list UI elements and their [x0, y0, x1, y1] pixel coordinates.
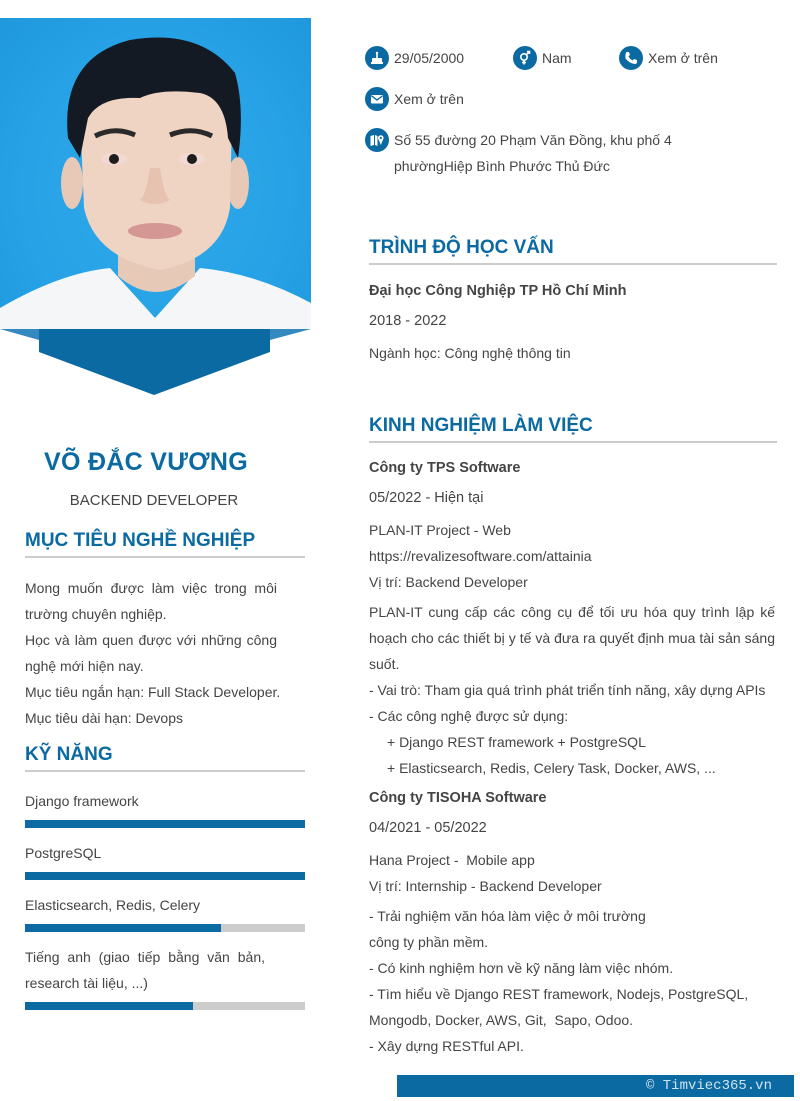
phone-value: Xem ở trên [648, 50, 718, 66]
job-period: 05/2022 - Hiện tại [369, 490, 484, 506]
objective-line: Mong muốn được làm việc trong môi [25, 580, 277, 596]
gender-icon [513, 46, 537, 70]
skill-label-postgresql: PostgreSQL [25, 845, 102, 861]
gender-value: Nam [542, 50, 572, 66]
watermark-footer: © Timviec365.vn [397, 1075, 794, 1097]
objective-text [25, 575, 281, 731]
email-icon [365, 87, 389, 111]
skill-bar-django [25, 820, 305, 828]
education-block [369, 278, 775, 366]
address-line1: Số 55 đường 20 Phạm Văn Đồng, khu phố 4 [394, 132, 672, 148]
education-school: Đại học Công Nghiệp TP Hồ Chí Minh [369, 283, 627, 299]
contact-gender [513, 46, 572, 70]
job-line: - Có kinh nghiệm hơn về kỹ năng làm việc nhóm. [369, 960, 674, 976]
education-period: 2018 - 2022 [369, 313, 447, 329]
portrait-image [0, 18, 311, 329]
contact-phone [619, 46, 718, 70]
candidate-name: VÕ ĐẮC VƯƠNG [43, 448, 248, 476]
job-tps [369, 455, 775, 781]
email-value: Xem ở trên [394, 91, 464, 107]
contact-address [365, 128, 672, 179]
job-line: - Trải nghiệm văn hóa làm việc ở môi trường [369, 908, 646, 924]
experience-section-title: KINH NGHIỆM LÀM VIỆC [369, 415, 777, 443]
job-line: công ty phần mềm. [369, 934, 489, 950]
objective-line: Mục tiêu dài hạn: Devops [25, 710, 183, 726]
job-company: Công ty TPS Software [369, 460, 521, 476]
education-section-title: TRÌNH ĐỘ HỌC VẤN [369, 237, 777, 265]
education-major: Ngành học: Công nghệ thông tin [369, 345, 571, 361]
job-company: Công ty TISOHA Software [369, 790, 547, 806]
objective-line: Học và làm quen được với những công [25, 632, 277, 648]
job-sub-bullet: + Django REST framework + PostgreSQL [387, 734, 646, 750]
job-line: - Xây dựng RESTful API. [369, 1038, 524, 1054]
job-bullet: - Các công nghệ được sử dụng: [369, 708, 569, 724]
phone-icon [619, 46, 643, 70]
job-line: Mongodb, Docker, AWS, Git, Sapo, Odoo. [369, 1012, 634, 1028]
job-sub-bullet: + Elasticsearch, Redis, Celery Task, Docker, AWS, ... [387, 760, 716, 776]
candidate-role: BACKEND DEVELOPER [69, 492, 239, 509]
skill-bar-elasticsearch [25, 924, 305, 932]
job-tisoha [369, 785, 775, 1059]
job-position: Vị trí: Internship - Backend Developer [369, 878, 602, 894]
objective-line: trường chuyên nghiệp. [25, 606, 167, 622]
skills-section-title: KỸ NĂNG [25, 744, 305, 772]
skill-label-django: Django framework [25, 793, 139, 809]
skill-bar-english [25, 1002, 305, 1010]
skill-bar-postgresql [25, 872, 305, 880]
job-period: 04/2021 - 05/2022 [369, 820, 487, 836]
map-pin-icon [365, 128, 389, 152]
address-line2: phườngHiệp Bình Phước Thủ Đức [394, 158, 610, 174]
job-description: PLAN-IT cung cấp các công cụ để tối ưu hóa quy trình lập kế hoạch cho các thiết bị y tế và đưa ra quyết định mua tài sản sáng suốt. [369, 604, 775, 672]
job-project: Hana Project - Mobile app [369, 852, 535, 868]
name-banner-chevron [0, 329, 311, 399]
job-position: Vị trí: Backend Developer [369, 574, 528, 590]
job-project: PLAN-IT Project - Web [369, 522, 511, 538]
objective-line: nghệ mới hiện nay. [25, 658, 144, 674]
job-line: - Tìm hiểu về Django REST framework, Nodejs, PostgreSQL, [369, 986, 749, 1002]
objective-line: Mục tiêu ngắn hạn: Full Stack Developer. [25, 684, 281, 700]
job-bullet: - Vai trò: Tham gia quá trình phát triển tính năng, xây dựng APIs [369, 682, 766, 698]
birthday-cake-icon [365, 46, 389, 70]
skill-label-english-line1: Tiếng anh (giao tiếp bằng văn bản, [25, 949, 265, 965]
skill-label-elasticsearch: Elasticsearch, Redis, Celery [25, 897, 201, 913]
skill-label-english-line2: research tài liệu, ...) [25, 975, 148, 991]
birthday-value: 29/05/2000 [394, 50, 465, 66]
objective-section-title: MỤC TIÊU NGHỀ NGHIỆP [25, 530, 305, 558]
contact-birthday [365, 46, 464, 70]
job-url[interactable]: https://revalizesoftware.com/attainia [369, 548, 592, 564]
contact-email [365, 87, 464, 111]
skill-label-english [25, 944, 265, 996]
profile-photo [0, 18, 311, 329]
